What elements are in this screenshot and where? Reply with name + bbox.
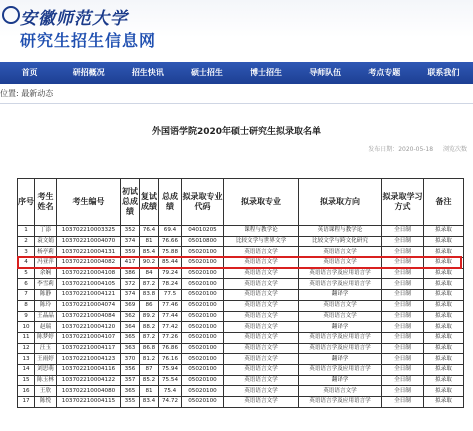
table-cell: 英语语言学及应用语言学	[299, 279, 382, 290]
column-header: 序号	[18, 179, 35, 226]
table-cell: 15	[18, 375, 35, 386]
table-cell: 7	[18, 290, 35, 301]
table-cell: 杨亭莉	[35, 247, 57, 258]
table-cell: 11	[18, 332, 35, 343]
table-cell: 陈梦婷	[35, 332, 57, 343]
table-cell: 英语语言文学	[224, 397, 299, 408]
table-cell: 05020100	[182, 322, 224, 333]
table-cell: 77.5	[159, 290, 182, 301]
table-cell: 比较文学与跨文化研究	[299, 236, 382, 247]
table-cell: 英语语言文学	[224, 354, 299, 365]
table-cell: 75.4	[159, 386, 182, 397]
table-cell: 365	[121, 332, 140, 343]
table-cell: 王晶晶	[35, 311, 57, 322]
table-cell: 拟录取	[424, 375, 464, 386]
table-row	[18, 279, 464, 290]
table-cell: 83.8	[140, 290, 159, 301]
table-cell: 拟录取	[424, 364, 464, 375]
table-cell: 77.44	[159, 311, 182, 322]
table-cell: 103702210004074	[57, 300, 121, 311]
table-cell: 16	[18, 386, 35, 397]
table-cell: 86	[140, 300, 159, 311]
table-cell: 81.2	[140, 354, 159, 365]
table-cell: 103702210004107	[57, 332, 121, 343]
table-cell: 全日制	[382, 364, 424, 375]
main-nav	[0, 62, 473, 84]
table-cell: 05020100	[182, 354, 224, 365]
table-cell: 352	[121, 226, 140, 237]
table-cell: 英语语言文学	[224, 332, 299, 343]
table-cell: 76.66	[159, 236, 182, 247]
table-cell: 76.4	[140, 226, 159, 237]
table-cell: 全日制	[382, 236, 424, 247]
table-cell: 75.94	[159, 364, 182, 375]
table-cell: 77.46	[159, 300, 182, 311]
table-cell: 10	[18, 322, 35, 333]
column-header: 总成绩	[159, 179, 182, 226]
table-cell: 85.44	[159, 258, 182, 269]
table-cell: 拟录取	[424, 247, 464, 258]
table-cell: 袁文娟	[35, 236, 57, 247]
table-cell: 05020100	[182, 290, 224, 301]
table-cell: 翻译学	[299, 375, 382, 386]
table-cell: 05010800	[182, 236, 224, 247]
table-cell: 05020100	[182, 397, 224, 408]
table-cell: 87.2	[140, 279, 159, 290]
table-cell: 103702210004105	[57, 279, 121, 290]
table-cell: 77.26	[159, 332, 182, 343]
table-cell: 84	[140, 268, 159, 279]
table-cell: 9	[18, 311, 35, 322]
table-cell: 74.72	[159, 397, 182, 408]
table-cell: 全日制	[382, 375, 424, 386]
table-cell: 全日制	[382, 290, 424, 301]
table-cell: 05020100	[182, 247, 224, 258]
admission-table	[17, 178, 464, 408]
table-cell: 365	[121, 386, 140, 397]
table-cell: 103702210004121	[57, 290, 121, 301]
table-cell: 4	[18, 258, 35, 269]
table-cell: 全日制	[382, 300, 424, 311]
table-cell: 英语语言文学	[224, 300, 299, 311]
table-cell: 81	[140, 386, 159, 397]
view-count-label: 浏览次数	[442, 146, 467, 153]
table-cell: 69.4	[159, 226, 182, 237]
table-cell: 英语语言文学	[299, 258, 382, 269]
table-header-row	[18, 179, 464, 226]
table-cell: 05020100	[182, 311, 224, 322]
university-seal-icon	[2, 6, 20, 24]
table-row	[18, 332, 464, 343]
column-header: 拟录取专业代码	[182, 179, 224, 226]
table-row	[18, 247, 464, 258]
column-header: 考生姓名	[35, 179, 57, 226]
table-cell: 英语语言文学	[299, 311, 382, 322]
table-cell: 拟录取	[424, 354, 464, 365]
table-cell: 英语语言文学	[224, 247, 299, 258]
table-cell: 陈玉林	[35, 375, 57, 386]
table-cell: 86.8	[140, 343, 159, 354]
table-cell: 英语语言文学	[224, 268, 299, 279]
table-cell: 3	[18, 247, 35, 258]
breadcrumb-divider	[0, 103, 473, 104]
table-cell: 05020100	[182, 364, 224, 375]
table-cell: 英语语言学及应用语言学	[299, 364, 382, 375]
table-cell: 拟录取	[424, 290, 464, 301]
table-cell: 王欣	[35, 386, 57, 397]
table-cell: 103702210004082	[57, 258, 121, 269]
table-cell: 370	[121, 354, 140, 365]
table-cell: 陈玲	[35, 300, 57, 311]
table-cell: 87.2	[140, 332, 159, 343]
table-row	[18, 226, 464, 237]
table-cell: 05020100	[182, 268, 224, 279]
nav-item-contact[interactable]: 联系我们	[427, 68, 460, 77]
column-header: 拟录取学习方式	[382, 179, 424, 226]
table-cell: 357	[121, 375, 140, 386]
table-cell: 英语语言文学	[224, 279, 299, 290]
table-cell: 103702210004070	[57, 236, 121, 247]
table-cell: 103702210004115	[57, 397, 121, 408]
table-cell: 369	[121, 300, 140, 311]
table-cell: 全日制	[382, 226, 424, 237]
table-cell: 386	[121, 268, 140, 279]
table-cell: 89.2	[140, 311, 159, 322]
table-row	[18, 322, 464, 333]
table-cell: 全日制	[382, 247, 424, 258]
table-cell: 拟录取	[424, 268, 464, 279]
table-cell: 05020100	[182, 258, 224, 269]
table-cell: 83.4	[140, 397, 159, 408]
table-cell: 拟录取	[424, 322, 464, 333]
table-cell: 1	[18, 226, 35, 237]
table-cell: 05020100	[182, 343, 224, 354]
table-cell: 05020100	[182, 332, 224, 343]
table-cell: 全日制	[382, 386, 424, 397]
table-cell: 拟录取	[424, 397, 464, 408]
table-row	[18, 268, 464, 279]
table-cell: 76.86	[159, 343, 182, 354]
nav-item-news[interactable]: 招生快讯	[131, 68, 164, 77]
table-cell: 85.4	[140, 247, 159, 258]
table-cell: 拟录取	[424, 311, 464, 322]
table-row	[18, 386, 464, 397]
table-row	[18, 290, 464, 301]
table-cell: 拟录取	[424, 386, 464, 397]
column-header: 考生编号	[57, 179, 121, 226]
table-row	[18, 397, 464, 408]
table-cell: 103702210004080	[57, 386, 121, 397]
table-cell: 75.54	[159, 375, 182, 386]
table-cell: 英语语言学及应用语言学	[299, 343, 382, 354]
table-cell: 英语语言学及应用语言学	[299, 268, 382, 279]
table-cell: 课程与教学论	[224, 226, 299, 237]
nav-item-exam-site[interactable]: 考点专题	[368, 68, 401, 77]
table-cell: 79.24	[159, 268, 182, 279]
table-row	[18, 258, 464, 269]
table-cell: 全日制	[382, 322, 424, 333]
table-cell: 356	[121, 364, 140, 375]
table-cell: 英语语言学及应用语言学	[299, 332, 382, 343]
table-cell: 6	[18, 279, 35, 290]
table-cell: 汪玉	[35, 343, 57, 354]
table-cell: 李雪莉	[35, 279, 57, 290]
table-cell: 05020100	[182, 386, 224, 397]
table-row	[18, 236, 464, 247]
table-cell: 英语语言文学	[224, 386, 299, 397]
table-cell: 04010205	[182, 226, 224, 237]
table-cell: 77.42	[159, 322, 182, 333]
table-cell: 陈悦	[35, 397, 57, 408]
table-cell: 拟录取	[424, 343, 464, 354]
column-header: 拟录取方向	[299, 179, 382, 226]
breadcrumb: 位置: 最新动态	[0, 89, 54, 98]
nav-item-supervisors[interactable]: 导师队伍	[309, 68, 342, 77]
table-cell: 5	[18, 268, 35, 279]
table-cell: 英语语言文学	[224, 311, 299, 322]
table-cell: 103702210004116	[57, 364, 121, 375]
table-cell: 全日制	[382, 258, 424, 269]
table-row	[18, 300, 464, 311]
table-cell: 17	[18, 397, 35, 408]
table-cell: 05020100	[182, 300, 224, 311]
table-row	[18, 364, 464, 375]
table-cell: 丁添	[35, 226, 57, 237]
table-cell: 374	[121, 290, 140, 301]
table-cell: 拟录取	[424, 226, 464, 237]
table-cell: 英语语言文学	[299, 247, 382, 258]
table-cell: 英语语言文学	[224, 364, 299, 375]
table-cell: 全日制	[382, 397, 424, 408]
site-title[interactable]: 研究生招生信息网	[20, 31, 157, 50]
table-cell: 英语语言文学	[224, 258, 299, 269]
table-cell: 余娴	[35, 268, 57, 279]
table-cell: 75.88	[159, 247, 182, 258]
nav-item-overview[interactable]: 研招概况	[72, 68, 105, 77]
table-cell: 103702210004117	[57, 343, 121, 354]
table-cell: 14	[18, 364, 35, 375]
table-cell: 90.2	[140, 258, 159, 269]
table-cell: 13	[18, 354, 35, 365]
table-cell: 全日制	[382, 343, 424, 354]
table-cell: 拟录取	[424, 332, 464, 343]
table-cell: 英语语言文学	[299, 300, 382, 311]
nav-item-doctor[interactable]: 博士招生	[250, 68, 283, 77]
table-cell: 英语语言学及应用语言学	[299, 397, 382, 408]
site-header	[0, 0, 473, 62]
table-cell: 翻译学	[299, 322, 382, 333]
table-cell: 362	[121, 311, 140, 322]
table-cell: 363	[121, 343, 140, 354]
table-cell: 88.2	[140, 322, 159, 333]
table-cell: 103702210004120	[57, 322, 121, 333]
table-cell: 英语语言文学	[224, 322, 299, 333]
table-cell: 全日制	[382, 332, 424, 343]
table-cell: 374	[121, 236, 140, 247]
table-row	[18, 311, 464, 322]
table-cell: 全日制	[382, 268, 424, 279]
column-header: 初试总成绩	[121, 179, 140, 226]
column-header: 备注	[424, 179, 464, 226]
nav-item-home[interactable]: 首页	[21, 68, 38, 77]
article-meta	[360, 144, 467, 153]
column-header: 拟录取专业	[224, 179, 299, 226]
table-cell: 英语课程与教学论	[299, 226, 382, 237]
table-cell: 05020100	[182, 279, 224, 290]
table-cell: 76.16	[159, 354, 182, 365]
table-cell: 英语语言文学	[299, 386, 382, 397]
table-cell: 364	[121, 322, 140, 333]
nav-item-master[interactable]: 硕士招生	[190, 68, 223, 77]
table-cell: 103702210003325	[57, 226, 121, 237]
table-cell: 拟录取	[424, 279, 464, 290]
table-cell: 全日制	[382, 279, 424, 290]
table-cell: 赵瑞	[35, 322, 57, 333]
table-cell: 103702210004131	[57, 247, 121, 258]
table-cell: 冯亚萍	[35, 258, 57, 269]
table-cell: 87	[140, 364, 159, 375]
table-cell: 355	[121, 397, 140, 408]
table-cell: 拟录取	[424, 236, 464, 247]
table-cell: 2	[18, 236, 35, 247]
table-cell: 103702210004084	[57, 311, 121, 322]
table-cell: 417	[121, 258, 140, 269]
table-cell: 103702210004123	[57, 354, 121, 365]
table-cell: 刘思萌	[35, 364, 57, 375]
table-cell: 103702210004122	[57, 375, 121, 386]
table-cell: 英语语言文学	[224, 343, 299, 354]
table-cell: 王雨婷	[35, 354, 57, 365]
column-header: 复试成绩	[140, 179, 159, 226]
table-cell: 12	[18, 343, 35, 354]
table-row	[18, 375, 464, 386]
table-cell: 比较文学与世界文学	[224, 236, 299, 247]
table-cell: 359	[121, 247, 140, 258]
table-cell: 81	[140, 236, 159, 247]
table-cell: 翻译学	[299, 354, 382, 365]
table-cell: 05020100	[182, 375, 224, 386]
table-cell: 8	[18, 300, 35, 311]
table-cell: 85.2	[140, 375, 159, 386]
table-cell: 拟录取	[424, 300, 464, 311]
table-cell: 英语语言文学	[224, 290, 299, 301]
table-cell: 103702210004108	[57, 268, 121, 279]
table-cell: 全日制	[382, 311, 424, 322]
table-cell: 372	[121, 279, 140, 290]
table-row	[18, 343, 464, 354]
table-cell: 78.24	[159, 279, 182, 290]
table-row	[18, 354, 464, 365]
table-cell: 翻译学	[299, 290, 382, 301]
table-cell: 陈静	[35, 290, 57, 301]
article-title: 外国语学院2020年硕士研究生拟录取名单	[151, 127, 322, 137]
table-cell: 拟录取	[424, 258, 464, 269]
table-cell: 英语语言文学	[224, 375, 299, 386]
publish-date: 发布日期：2020-05-18	[368, 146, 434, 153]
table-cell: 全日制	[382, 354, 424, 365]
university-name[interactable]: 安徽师范大学	[20, 9, 128, 29]
